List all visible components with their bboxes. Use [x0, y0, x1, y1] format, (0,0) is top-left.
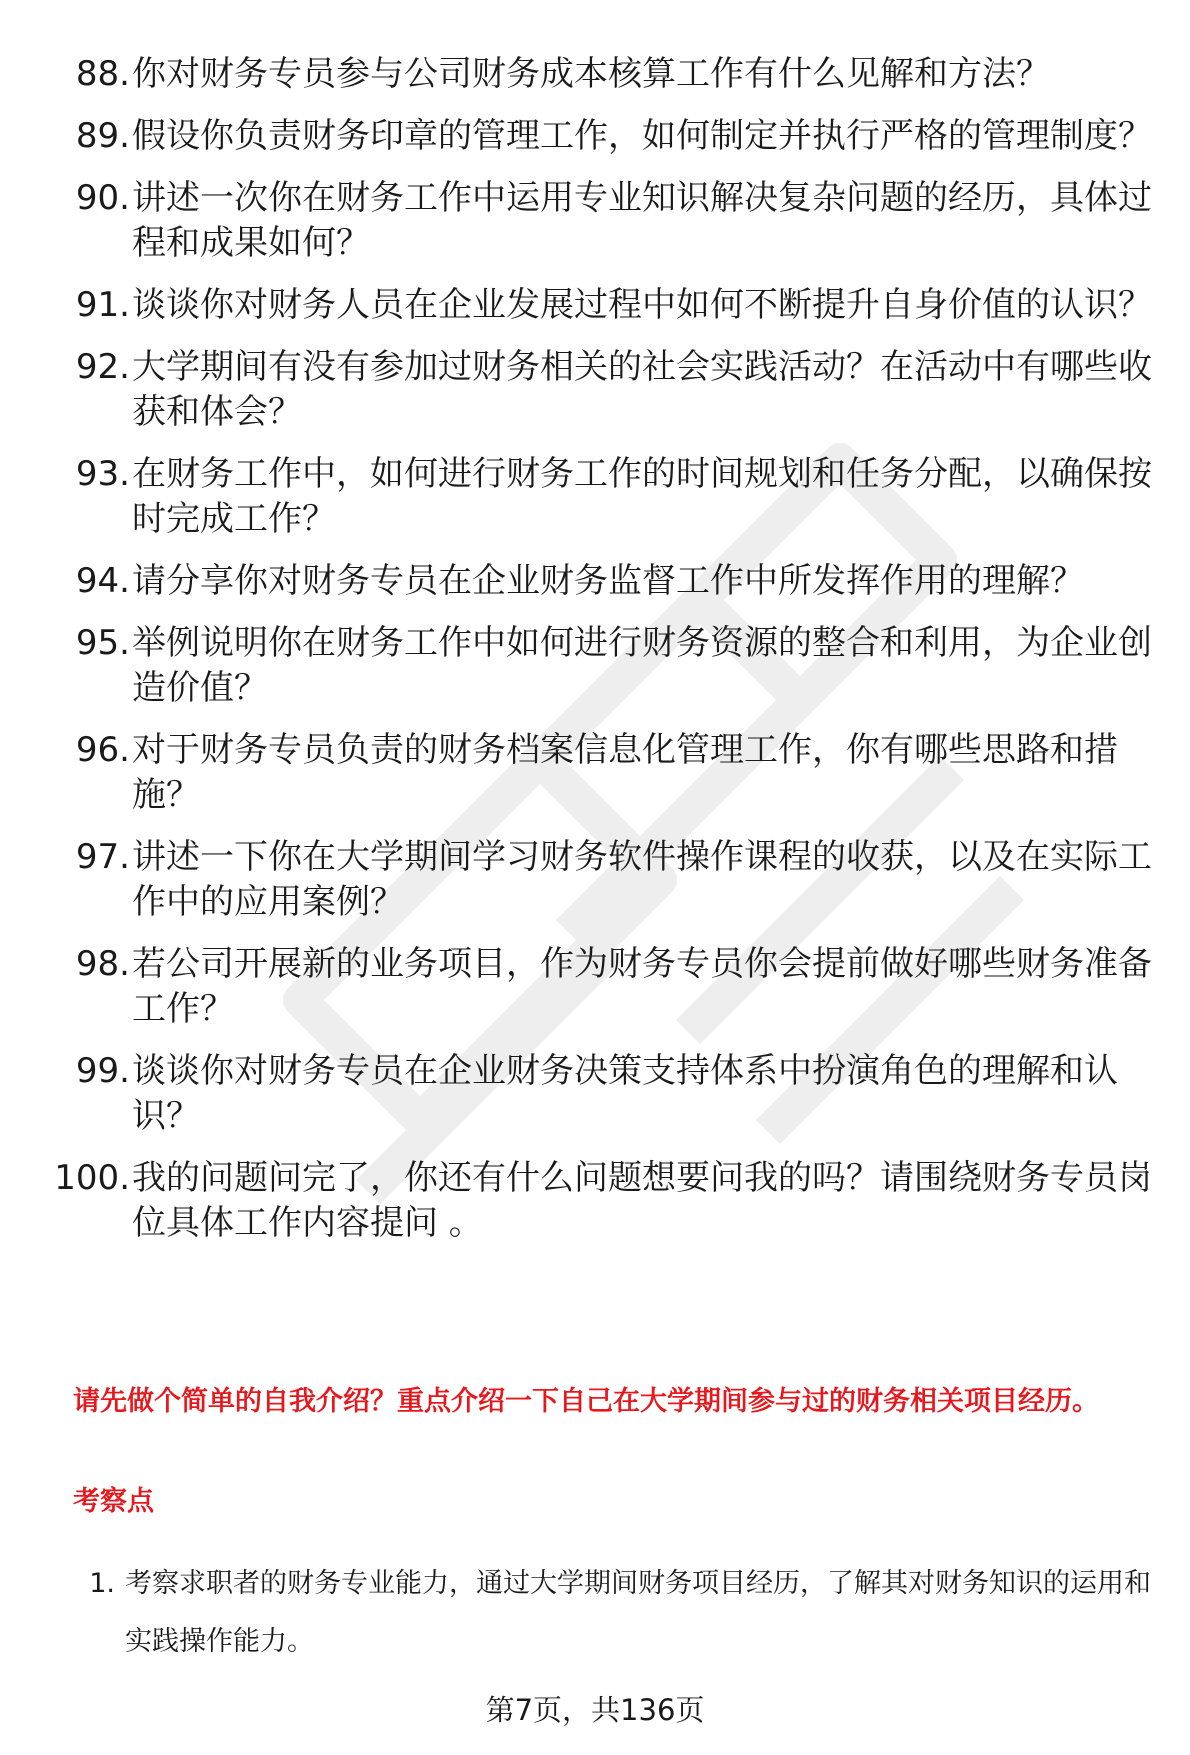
question-item — [40, 1049, 1160, 1139]
question-item — [40, 114, 1160, 159]
question-text: 讲述一次你在财务工作中运用专业知识解决复杂问题的经历，具体过程和成果如何？ — [132, 178, 1152, 263]
highlight-question: 请先做个简单的自我介绍？重点介绍一下自己在大学期间参与过的财务相关项目经历。 — [73, 1386, 1099, 1417]
question-text: 我的问题问完了，你还有什么问题想要问我的吗？请围绕财务专员岗位具体工作内容提问 。 — [132, 1158, 1152, 1243]
question-number: 96. — [75, 730, 130, 770]
question-text: 举例说明你在财务工作中如何进行财务资源的整合和利用，为企业创造价值？ — [132, 623, 1152, 708]
question-number: 90. — [75, 178, 130, 218]
page-footer: 第7页，共136页 — [485, 1693, 705, 1727]
question-number: 94. — [75, 561, 130, 601]
section-title: 考察点 — [73, 1486, 154, 1517]
question-text: 谈谈你对财务专员在企业财务决策支持体系中扮演角色的理解和认识？ — [132, 1051, 1118, 1136]
question-number: 95. — [75, 623, 130, 663]
question-item — [40, 1156, 1160, 1246]
question-item — [40, 52, 1160, 97]
point-text: 考察求职者的财务专业能力，通过大学期间财务项目经历，了解其对财务知识的运用和实践操作能力。 — [125, 1568, 1151, 1657]
question-text: 若公司开展新的业务项目，作为财务专员你会提前做好哪些财务准备工作？ — [132, 944, 1152, 1029]
assessment-point — [80, 1555, 1160, 1671]
question-number: 93. — [75, 454, 130, 494]
question-item — [40, 621, 1160, 711]
question-number: 89. — [75, 116, 130, 156]
question-item — [40, 176, 1160, 266]
question-number: 100. — [54, 1158, 130, 1198]
question-number: 99. — [75, 1051, 130, 1091]
question-text: 你对财务专员参与公司财务成本核算工作有什么见解和方法？ — [132, 54, 1050, 94]
question-text: 讲述一下你在大学期间学习财务软件操作课程的收获，以及在实际工作中的应用案例？ — [132, 837, 1152, 922]
question-number: 92. — [75, 347, 130, 387]
question-item — [40, 283, 1160, 328]
question-item — [40, 835, 1160, 925]
question-text: 在财务工作中，如何进行财务工作的时间规划和任务分配，以确保按时完成工作？ — [132, 454, 1152, 539]
question-number: 88. — [75, 54, 130, 94]
question-item — [40, 559, 1160, 604]
question-number: 98. — [75, 944, 130, 984]
question-text: 请分享你对财务专员在企业财务监督工作中所发挥作用的理解？ — [132, 561, 1084, 601]
question-list — [40, 52, 1160, 1263]
point-number: 1. — [89, 1568, 115, 1599]
question-text: 大学期间有没有参加过财务相关的社会实践活动？在活动中有哪些收获和体会？ — [132, 347, 1152, 432]
question-number: 97. — [75, 837, 130, 877]
question-item — [40, 452, 1160, 542]
question-text: 假设你负责财务印章的管理工作，如何制定并执行严格的管理制度？ — [132, 116, 1152, 156]
question-item — [40, 728, 1160, 818]
question-text: 对于财务专员负责的财务档案信息化管理工作，你有哪些思路和措施？ — [132, 730, 1118, 815]
question-number: 91. — [75, 285, 130, 325]
question-text: 谈谈你对财务人员在企业发展过程中如何不断提升自身价值的认识？ — [132, 285, 1152, 325]
question-item — [40, 942, 1160, 1032]
assessment-points-list — [80, 1555, 1160, 1671]
question-item — [40, 345, 1160, 435]
